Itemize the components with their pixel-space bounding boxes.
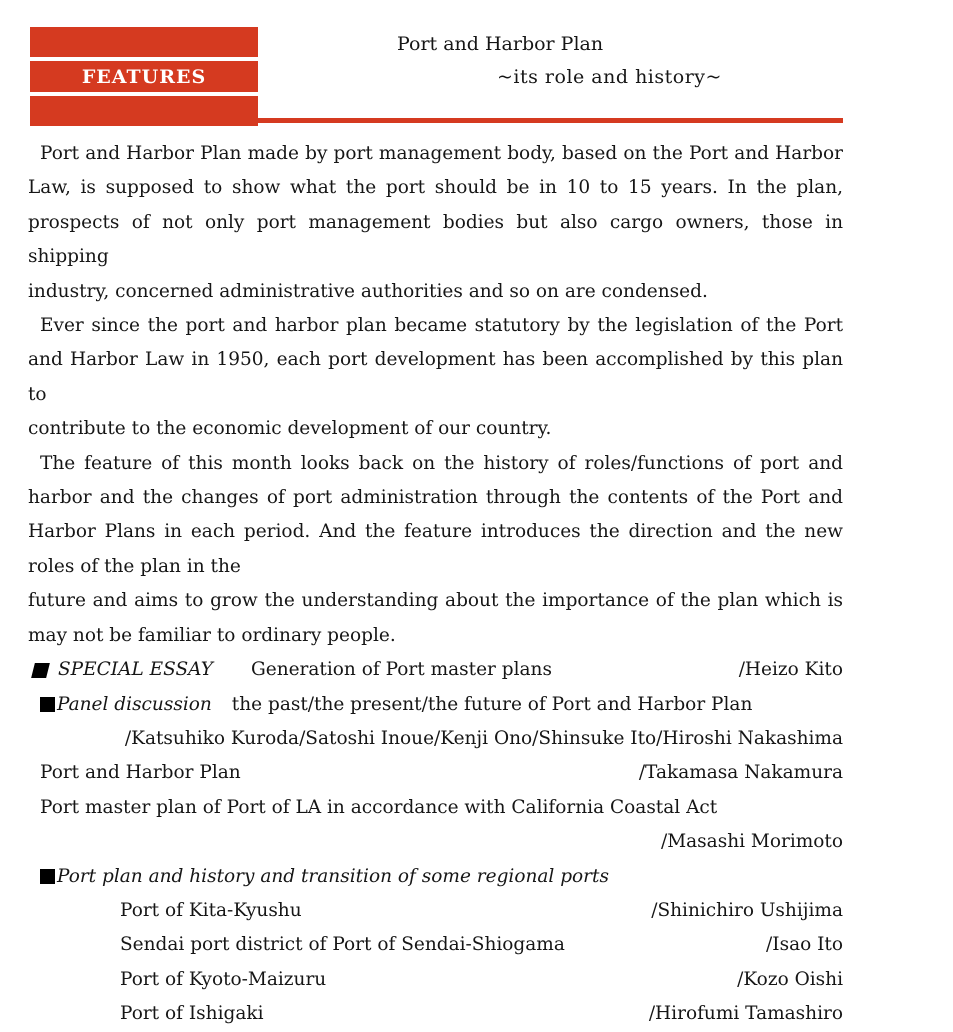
panel-discussion-title: the past/the present/the future of Port and Harbor Plan: [231, 693, 753, 715]
panel-discussion-row: [28, 688, 843, 722]
special-essay-label: SPECIAL ESSAY: [58, 659, 213, 681]
red-divider-line: [256, 118, 843, 123]
port-row: [28, 928, 843, 962]
red-banner-top-bar: [30, 27, 258, 57]
port-author: /Shinichiro Ushijima: [651, 899, 843, 921]
page-content: [28, 137, 843, 1032]
red-banner-bottom-bar: [30, 96, 258, 126]
square-bullet-icon: [40, 869, 55, 884]
special-essay-title: Generation of Port master plans: [250, 659, 552, 681]
features-label: FEATURES: [81, 65, 207, 88]
intro-paragraph2-line: contribute to the economic development of our country.: [28, 418, 552, 440]
page-subtitle: ~its role and history~: [497, 66, 722, 88]
port-row: [28, 963, 843, 997]
panel-discussion-label: Panel discussion: [57, 693, 212, 715]
port-title: Port of Kita-Kyushu: [120, 899, 302, 921]
port-title: Port of Kyoto-Maizuru: [120, 968, 327, 990]
port-row: [28, 997, 843, 1031]
intro-paragraph1-line: Law, is supposed to show what the port should be in 10 to 15 years. In the plan,: [28, 177, 843, 199]
special-essay-author: /Heizo Kito: [738, 659, 843, 681]
page-title: Port and Harbor Plan: [397, 33, 604, 55]
intro-paragraph3-line: The feature of this month looks back on the history of roles/functions of port and: [40, 452, 843, 474]
special-essay-row: [28, 653, 843, 687]
panel-discussion-panelists: /Katsuhiko Kuroda/Satoshi Inoue/Kenji Ono/Shinsuke Ito/Hiroshi Nakashima: [124, 727, 843, 749]
port-row: [28, 894, 843, 928]
port-title: Port of Ishigaki: [120, 1003, 264, 1025]
port-author: /Hirofumi Tamashiro: [648, 1003, 843, 1025]
port-author: /Kozo Oishi: [737, 968, 843, 990]
intro-paragraph3-line: may not be familiar to ordinary people.: [28, 624, 396, 646]
regional-ports-section-row: [28, 860, 843, 894]
intro-paragraph1-line: Port and Harbor Plan made by port management body, based on the Port and Harbor: [40, 143, 843, 164]
article-row: [28, 756, 843, 790]
port-author: /Isao Ito: [766, 934, 843, 956]
intro-paragraph3-line: future and aims to grow the understanding about the importance of the plan which is: [28, 590, 843, 612]
intro-paragraph2-line: Ever since the port and harbor plan became statutory by the legislation of the Port: [40, 315, 843, 337]
intro-paragraph2-line: and Harbor Law in 1950, each port development has been accomplished by this plan to: [28, 349, 843, 405]
features-banner: [30, 61, 258, 92]
article-author: /Takamasa Nakamura: [638, 762, 843, 784]
article-title: Port master plan of Port of LA in accordance with California Coastal Act: [40, 796, 718, 818]
intro-paragraph1-line: prospects of not only port management bodies but also cargo owners, those in shipping: [28, 211, 843, 268]
article-author: /Masashi Morimoto: [660, 831, 843, 853]
port-title: Sendai port district of Port of Sendai-Shiogama: [120, 934, 565, 956]
intro-paragraph1-line: industry, concerned administrative authorities and so on are condensed.: [28, 280, 708, 302]
intro-paragraph3-line: harbor and the changes of port administration through the contents of the Port and: [28, 487, 843, 509]
square-bullet-icon: [40, 697, 55, 712]
intro-paragraph3-line: Harbor Plans in each period. And the feature introduces the direction and the new: [28, 521, 843, 543]
italic-square-bullet-icon: [31, 663, 50, 678]
article-row: [28, 791, 843, 825]
regional-ports-section-label: Port plan and history and transition of some regional ports: [57, 865, 609, 887]
article-title: Port and Harbor Plan: [40, 762, 241, 784]
intro-paragraph3-line: roles of the plan in the: [28, 555, 241, 577]
